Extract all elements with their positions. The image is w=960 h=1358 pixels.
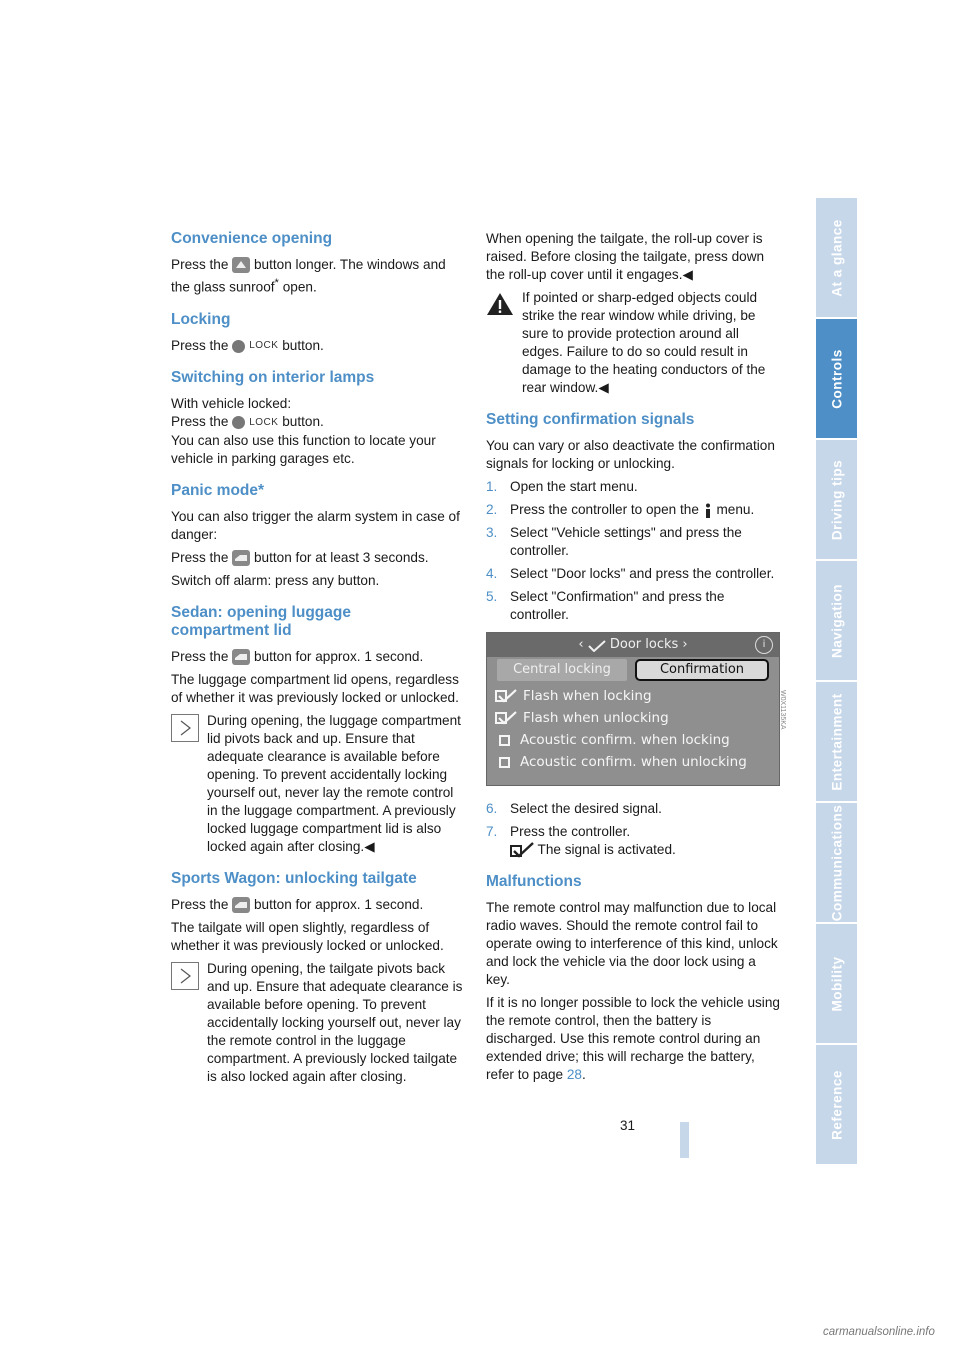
locking-text: Press the LOCK button. [171, 337, 467, 356]
rollup-text: When opening the tailgate, the roll-up cover is raised. Before closing the tailgate, press down the roll-up cover until it engages.◀ [486, 231, 765, 282]
option-flash-unlocking[interactable]: Flash when unlocking [495, 707, 771, 729]
checkmark-icon [588, 640, 606, 652]
sidebar-tab-entertainment[interactable]: Entertainment [816, 682, 857, 801]
tab-confirmation[interactable]: Confirmation [635, 659, 769, 681]
interior-section [171, 369, 467, 468]
page-link[interactable]: 28 [566, 1067, 582, 1082]
sidebar-tab-communications[interactable]: Communications [816, 803, 857, 922]
sidebar-tab-reference[interactable]: Reference [816, 1045, 857, 1164]
step-1: 1. Open the start menu. [486, 479, 638, 494]
option-acoustic-unlocking[interactable]: Acoustic confirm. when unlocking [495, 751, 771, 773]
convenience-heading: Convenience opening [171, 230, 333, 247]
warning-note: If pointed or sharp-edged objects could strike the rear window while driving, be sure to provide protection around all edges. Failure to do so could result in damage to the heating conductors of the rear window.◀ [486, 289, 782, 397]
image-code: W0X1135KA [779, 690, 786, 730]
panic-intro: You can also trigger the alarm system in case of danger: [171, 508, 460, 542]
confirmation-intro: You can vary or also deactivate the confirmation signals for locking or unlocking. [486, 438, 775, 471]
sedan-text: The luggage compartment lid opens, regardless of whether it was previously locked or unlocked. [171, 671, 459, 705]
sedan-note: During opening, the luggage compartment lid pivots back and up. Ensure that adequate clearance is available before opening. To prevent accidentally locking yourself out, never lay the remote control in the luggage compartment. A previously locked luggage compartment lid is also locked again after closing.◀ [171, 712, 467, 856]
confirmation-section [486, 411, 782, 859]
check-signal-icon [510, 842, 534, 858]
unchecked-icon [499, 735, 510, 746]
unchecked-icon [499, 757, 510, 768]
step-2: 2. Press the controller to open the menu. [486, 502, 755, 517]
chapter-sidebar [816, 198, 857, 1166]
remote-trunk-icon [232, 897, 250, 913]
right-column [486, 230, 782, 1089]
footer-watermark: carmanualsonline.info [823, 1326, 935, 1338]
malfunctions-section [486, 873, 782, 1084]
note-arrow-icon [171, 962, 199, 990]
remote-open-icon [232, 257, 250, 273]
screen-options [495, 685, 771, 773]
step-5: 5. Select "Confirmation" and press the controller. [486, 589, 725, 622]
malfunctions-heading: Malfunctions [486, 873, 582, 890]
remote-trunk-icon [232, 550, 250, 566]
lock-button-icon: LOCK [232, 337, 278, 355]
wagon-text: The tailgate will open slightly, regardless of whether it was previously locked or unlocked. [171, 919, 444, 953]
sidebar-tab-driving-tips[interactable]: Driving tips [816, 440, 857, 559]
info-icon: i [755, 636, 773, 654]
left-column [171, 230, 467, 1091]
wagon-heading: Sports Wagon: unlocking tailgate [171, 869, 417, 887]
step-7: 7. Press the controller. The signal is activated. [486, 824, 676, 857]
screen-tabs [497, 659, 769, 681]
info-icon [703, 503, 713, 518]
malfunctions-p2: If it is no longer possible to lock the vehicle using the remote control, then the battery is discharged. Use this remote control during an extended drive; this will recharge the battery, refer to page 28. [486, 995, 780, 1082]
warning-icon [486, 291, 514, 319]
locking-heading: Locking [171, 310, 231, 328]
tab-central-locking[interactable]: Central locking [497, 659, 627, 681]
step-6: 6. Select the desired signal. [486, 801, 662, 816]
sidebar-tab-mobility[interactable]: Mobility [816, 924, 857, 1043]
step-3: 3. Select "Vehicle settings" and press the controller. [486, 525, 742, 558]
note-arrow-icon [171, 714, 199, 742]
panic-heading: Panic mode* [171, 481, 265, 499]
panic-off: Switch off alarm: press any button. [171, 572, 380, 588]
interior-text: With vehicle locked: Press the LOCK button. You can also use this function to locate your vehicle in parking garages etc. [171, 396, 436, 466]
lock-button-icon: LOCK [232, 414, 278, 432]
malfunctions-p1: The remote control may malfunction due to local radio waves. Should the remote control fail to operate owing to interference of this kind, unlock and lock the vehicle via the door lock using a key. [486, 900, 778, 987]
checked-icon [495, 689, 517, 703]
confirmation-heading: Setting confirmation signals [486, 411, 695, 428]
panic-section [171, 482, 467, 590]
wagon-press: Press the button for approx. 1 second. [171, 896, 424, 912]
sedan-section [171, 604, 467, 856]
page-marker-bar [680, 1122, 689, 1158]
wagon-note: During opening, the tailgate pivots back and up. Ensure that adequate clearance is available before opening. To prevent accidentally locking yourself out, never lay the remote control in the luggage compartment. A previously locked tailgate is also locked again after closing. [171, 960, 467, 1086]
sidebar-tab-at-a-glance[interactable]: At a glance [816, 198, 857, 317]
sidebar-tab-controls[interactable]: Controls [816, 319, 857, 438]
steps-list-2 [486, 800, 782, 859]
steps-list [486, 478, 782, 624]
option-acoustic-locking[interactable]: Acoustic confirm. when locking [495, 729, 771, 751]
screen-header: ‹ Door locks › i [487, 633, 779, 657]
sedan-heading: Sedan: opening luggage compartment lid [171, 603, 351, 639]
wagon-section [171, 870, 467, 1086]
sidebar-tab-navigation[interactable]: Navigation [816, 561, 857, 680]
checked-icon [495, 711, 517, 725]
interior-heading: Switching on interior lamps [171, 369, 375, 387]
page-number: 31 [620, 1118, 636, 1133]
option-flash-locking[interactable]: Flash when locking [495, 685, 771, 707]
locking-section [171, 311, 467, 356]
convenience-text: Press the button longer. The windows and the glass sunroof* open. [171, 257, 446, 295]
sedan-press: Press the button for approx. 1 second. [171, 648, 424, 664]
step-4: 4. Select "Door locks" and press the controller. [486, 566, 775, 581]
remote-trunk-icon [232, 649, 250, 665]
panic-press: Press the button for at least 3 seconds. [171, 549, 429, 565]
convenience-section [171, 230, 467, 297]
door-locks-screen [486, 632, 780, 786]
